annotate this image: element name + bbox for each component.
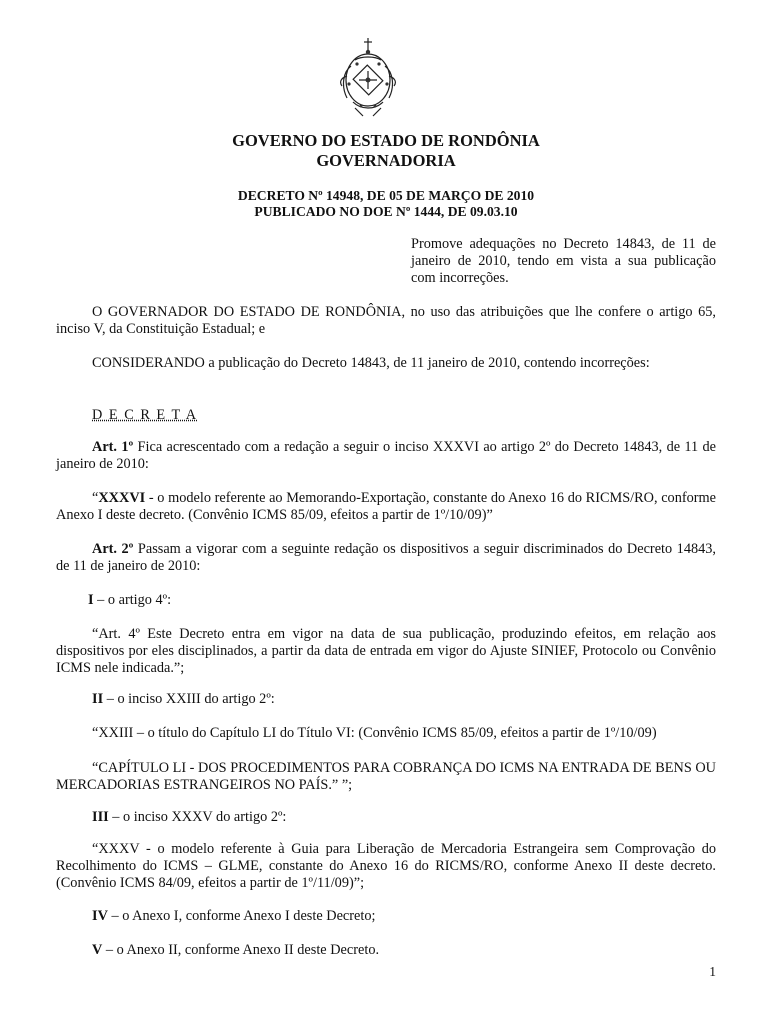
decree-publication: PUBLICADO NO DOE Nº 1444, DE 09.03.10 xyxy=(254,204,518,219)
decreta-text: D E C R E T A xyxy=(92,407,198,423)
item-v xyxy=(56,942,716,959)
decree-title: DECRETO Nº 14948, DE 05 DE MARÇO DE 2010 xyxy=(237,188,535,203)
page-number: 1 xyxy=(709,964,716,979)
item-iv-label: IV xyxy=(92,908,108,924)
document-page xyxy=(56,0,716,1024)
item-iv-text: – o Anexo I, conforme Anexo I deste Decreto; xyxy=(107,908,376,924)
item-iii-text: – o inciso XXXV do artigo 2º: xyxy=(108,809,287,825)
decreta-heading xyxy=(56,407,716,424)
item-v-text: – o Anexo II, conforme Anexo II deste Decreto. xyxy=(102,942,380,958)
ementa: Promove adequações no Decreto 14843, de 11 de janeiro de 2010, tendo em vista a sua publicação com incorreções. xyxy=(411,236,716,286)
article-2-text: Passam a vigorar com a seguinte redação os dispositivos a seguir discriminados do Decreto 14843, de 11 de janeiro de 2010: xyxy=(56,541,716,574)
quote-open: “ xyxy=(92,490,99,506)
item-iii-label: III xyxy=(92,809,109,825)
inciso-xxiii-quote: “XXIII – o título do Capítulo LI do Título VI: (Convênio ICMS 85/09, efeitos a partir de 1º/10/09) xyxy=(92,725,657,741)
inciso-xxxvi-text: - o modelo referente ao Memorando-Exportação, constante do Anexo 16 do RICMS/RO, conforme Anexo I deste decreto. (Convênio ICMS 85/09, efeitos a partir de 1º/10/09)” xyxy=(56,490,716,523)
item-ii xyxy=(56,691,716,708)
inciso-xxxvi xyxy=(56,490,716,524)
item-iv xyxy=(56,908,716,925)
article-2 xyxy=(56,541,716,575)
inciso-xxxvi-label: XXXVI xyxy=(98,490,146,506)
header-governadoria: GOVERNADORIA xyxy=(316,151,456,170)
article-1 xyxy=(56,439,716,473)
inciso-xxxv-quote: “XXXV - o modelo referente à Guia para Liberação de Mercadoria Estrangeira sem Comprovação do Recolhimento do ICMS – GLME, constante do Anexo 16 do RICMS/RO, conforme Anexo II deste decreto. (Convênio ICMS 84/09, efeitos a partir de 1º/11/09)”; xyxy=(56,841,716,891)
article-4-quote: “Art. 4º Este Decreto entra em vigor na data de sua publicação, produzindo efeitos, em relação aos dispositivos por eles disciplinados, a partir da data de entrada em vigor do Ajuste SINIEF, Protocolo ou Convênio ICMS nele indicada.”; xyxy=(56,626,716,676)
article-1-label: Art. 1º xyxy=(92,439,134,455)
article-2-label: Art. 2º xyxy=(92,541,134,557)
item-i-label: I xyxy=(88,592,94,608)
preamble-paragraph: O GOVERNADOR DO ESTADO DE RONDÔNIA, no uso das atribuições que lhe confere o artigo 65, inciso V, da Constituição Estadual; e xyxy=(56,304,716,337)
state-coat-of-arms-icon xyxy=(333,36,403,120)
article-1-text: Fica acrescentado com a redação a seguir o inciso XXXVI ao artigo 2º do Decreto 14843, de 11 de janeiro de 2010: xyxy=(56,439,717,472)
item-ii-label: II xyxy=(92,691,104,707)
item-ii-text: – o inciso XXIII do artigo 2º: xyxy=(103,691,275,707)
item-i-text: – o artigo 4º: xyxy=(93,592,172,608)
considerando-paragraph: CONSIDERANDO a publicação do Decreto 14843, de 11 janeiro de 2010, contendo incorreções: xyxy=(92,355,650,371)
header-government: GOVERNO DO ESTADO DE RONDÔNIA xyxy=(232,131,540,150)
item-iii xyxy=(56,809,716,826)
chapter-li-quote: “CAPÍTULO LI - DOS PROCEDIMENTOS PARA COBRANÇA DO ICMS NA ENTRADA DE BENS OU MERCADORIAS ESTRANGEIROS NO PAÍS.” ”; xyxy=(56,760,716,793)
item-i xyxy=(56,592,716,609)
item-v-label: V xyxy=(92,942,103,958)
